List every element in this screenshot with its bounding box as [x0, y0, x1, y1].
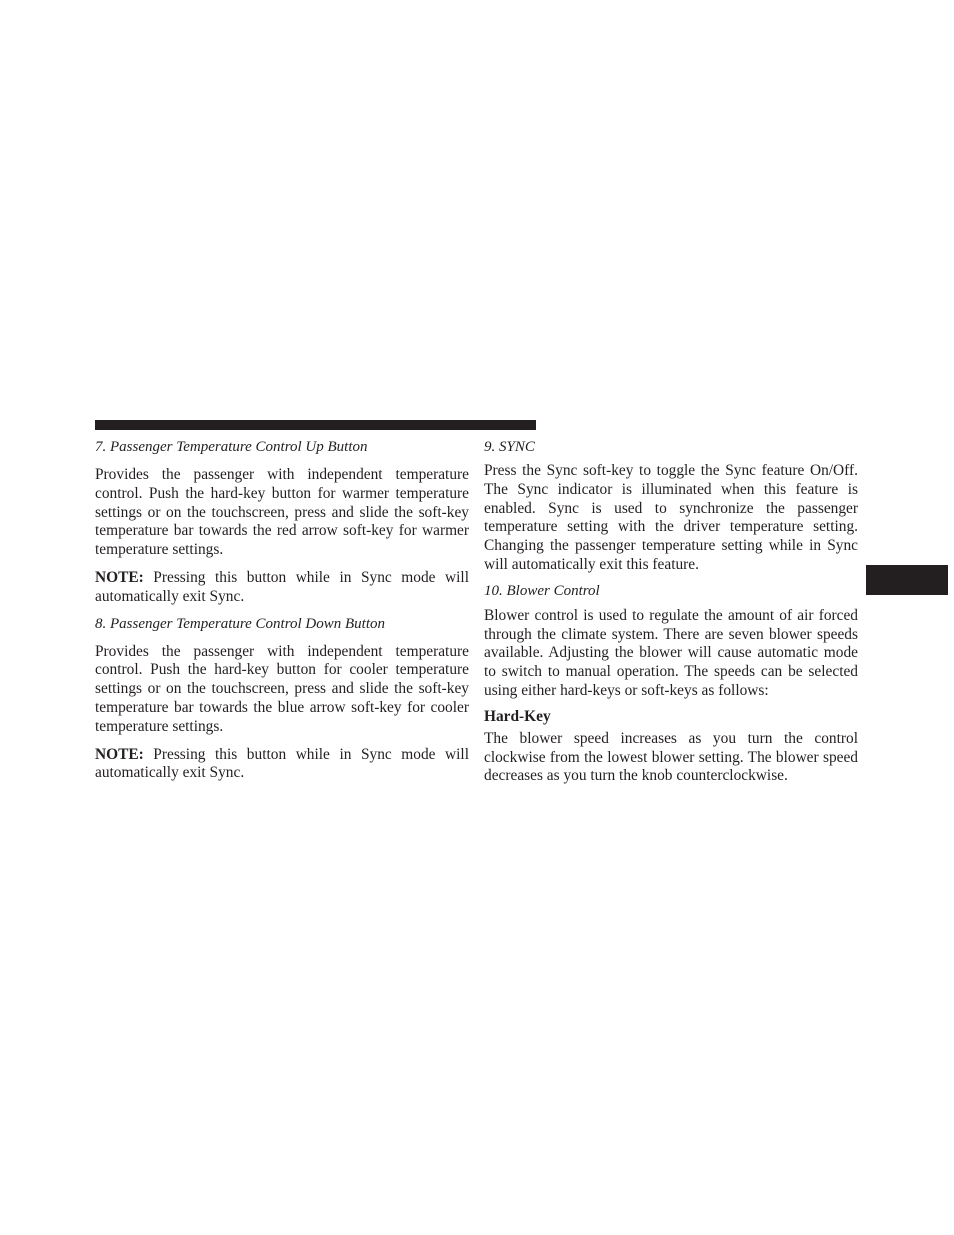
section-9-heading: 9. SYNC — [484, 439, 535, 455]
section-7-heading: 7. Passenger Temperature Control Up Button — [95, 439, 368, 455]
chapter-tab-marker — [866, 565, 948, 595]
right-column — [484, 437, 858, 786]
section-8-note — [95, 746, 469, 784]
section-10-heading: 10. Blower Control — [484, 582, 600, 599]
note-text: Pressing this button while in Sync mode will automatically exit Sync. — [95, 745, 469, 782]
note-label: NOTE: — [95, 745, 144, 763]
section-10-body: Blower control is used to regulate the amount of air forced through the climate system. There are seven blower speeds available. Adjusting the blower will cause automatic mode to switch to manual operation. The speeds can be selected using either hard-keys or soft-keys as follows: — [484, 606, 858, 699]
section-8-body: Provides the passenger with independent temperature control. Push the hard-key button for cooler temperature settings or on the touchscreen, press and slide the soft-key temperature bar towards the blue arrow soft-key for cooler temperature settings. — [95, 642, 469, 735]
note-text: Pressing this button while in Sync mode will automatically exit Sync. — [95, 568, 469, 605]
section-divider-bar — [95, 420, 536, 430]
section-9-body: Press the Sync soft-key to toggle the Sync feature On/Off. The Sync indicator is illuminated when this feature is enabled. Sync is used to synchronize the passenger temperature setting with the driver temperature setting. Changing the passenger temperature setting while in Sync will automatically exit this feature. — [484, 462, 858, 573]
hard-key-heading: Hard-Key — [484, 707, 551, 725]
hard-key-body: The blower speed increases as you turn the control clockwise from the lowest blower setting. The blower speed decreases as you turn the knob counterclockwise. — [484, 729, 858, 785]
section-8-heading: 8. Passenger Temperature Control Down Button — [95, 615, 386, 632]
note-label: NOTE: — [95, 568, 144, 586]
section-7-note — [95, 569, 469, 607]
section-7-body: Provides the passenger with independent temperature control. Push the hard-key button for warmer temperature settings or on the touchscreen, press and slide the soft-key temperature bar towards the red arrow soft-key for warmer temperature settings. — [95, 466, 469, 559]
left-column — [95, 437, 469, 783]
